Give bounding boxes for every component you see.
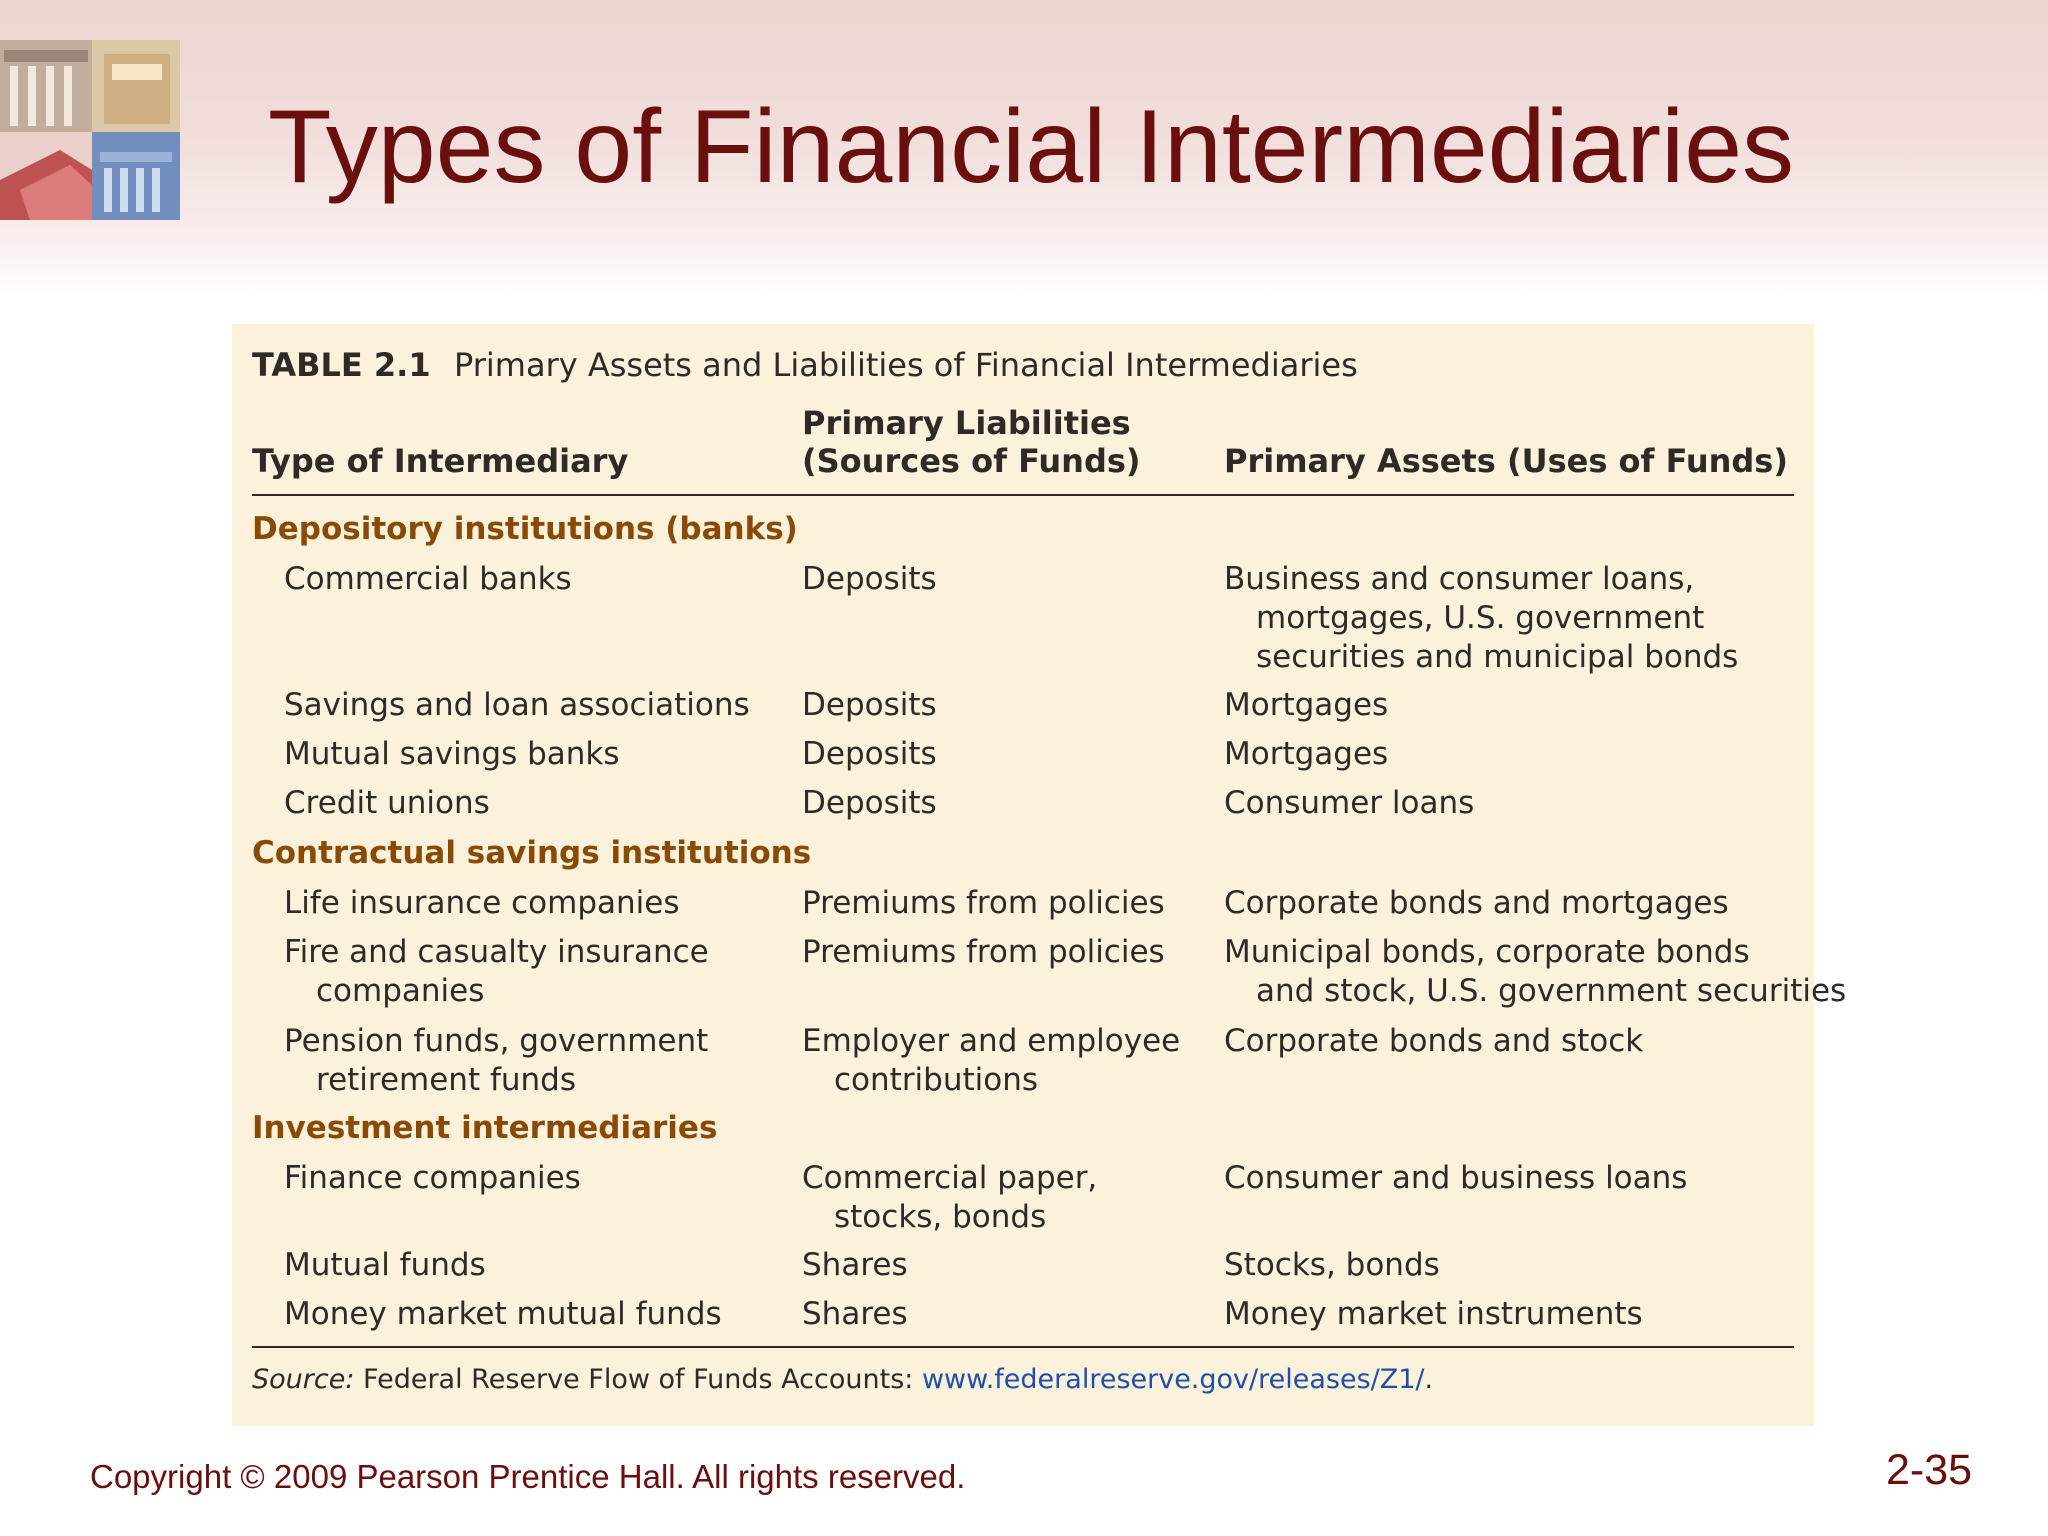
table-row-type: Finance companies [284,1160,581,1196]
table-row-type: Commercial banks [284,561,572,597]
table-row-type: Credit unions [284,785,490,821]
table-row-liabilities: Deposits [802,561,937,597]
table-row-type: Mutual funds [284,1247,486,1283]
table-source [252,1364,1433,1395]
header-primary-assets: Primary Assets (Uses of Funds) [1224,442,1788,480]
header-type-of-intermediary: Type of Intermediary [252,442,629,480]
source-label: Source: [252,1364,355,1395]
header-liabilities-line1: Primary Liabilities [802,404,1131,442]
table-row-liabilities: Shares [802,1296,908,1332]
footer-rule [252,1346,1794,1348]
section-heading-investment: Investment intermediaries [252,1110,718,1146]
table-row-liabilities: Shares [802,1247,908,1283]
copyright-notice: Copyright © 2009 Pearson Prentice Hall. All rights reserved. [90,1458,966,1495]
source-link[interactable]: www.federalreserve.gov/releases/Z1/ [921,1364,1425,1395]
table-caption: Primary Assets and Liabilities of Financial Intermediaries [454,346,1358,384]
table-row-liabilities: Commercial paper, stocks, bonds [802,1160,1098,1235]
table-row-type: Money market mutual funds [284,1296,722,1332]
header-liabilities-line2: (Sources of Funds) [802,442,1141,480]
slide-number: 2-35 [1886,1446,1973,1494]
table-row-assets: Consumer loans [1224,785,1475,821]
table-row-type: Life insurance companies [284,885,680,921]
table-row-assets: Business and consumer loans, mortgages, U.S. government securities and municipal bonds [1224,561,1739,675]
table-row-assets: Corporate bonds and mortgages [1224,885,1729,921]
table-row-liabilities: Employer and employee contributions [802,1023,1181,1098]
table-row-liabilities: Deposits [802,785,937,821]
header-rule [252,494,1794,496]
table-row-liabilities: Premiums from policies [802,934,1165,970]
table-row-assets: Municipal bonds, corporate bonds and stock, U.S. government securities [1224,934,1847,1009]
table-row-assets: Money market instruments [1224,1296,1643,1332]
table-panel [232,324,1847,1426]
source-suffix: . [1424,1364,1434,1395]
building-collage-logo [0,40,180,220]
table-row-assets: Corporate bonds and stock [1224,1023,1644,1059]
table-row-liabilities: Deposits [802,687,937,723]
table-row-assets: Consumer and business loans [1224,1160,1688,1196]
table-row-assets: Stocks, bonds [1224,1247,1440,1283]
table-row-type: Pension funds, government retirement funds [284,1023,709,1098]
section-heading-contractual: Contractual savings institutions [252,835,812,871]
table-row-type: Fire and casualty insurance companies [284,934,709,1009]
table-row-assets: Mortgages [1224,736,1389,772]
table-row-liabilities: Deposits [802,736,937,772]
table-row-liabilities: Premiums from policies [802,885,1165,921]
slide-title: Types of Financial Intermediaries [268,89,1795,205]
table-label: TABLE 2.1 [252,346,431,384]
source-text: Federal Reserve Flow of Funds Accounts: [363,1364,914,1395]
section-heading-depository: Depository institutions (banks) [252,511,798,547]
table-row-type: Savings and loan associations [284,687,750,723]
table-row-assets: Mortgages [1224,687,1389,723]
table-row-type: Mutual savings banks [284,736,620,772]
